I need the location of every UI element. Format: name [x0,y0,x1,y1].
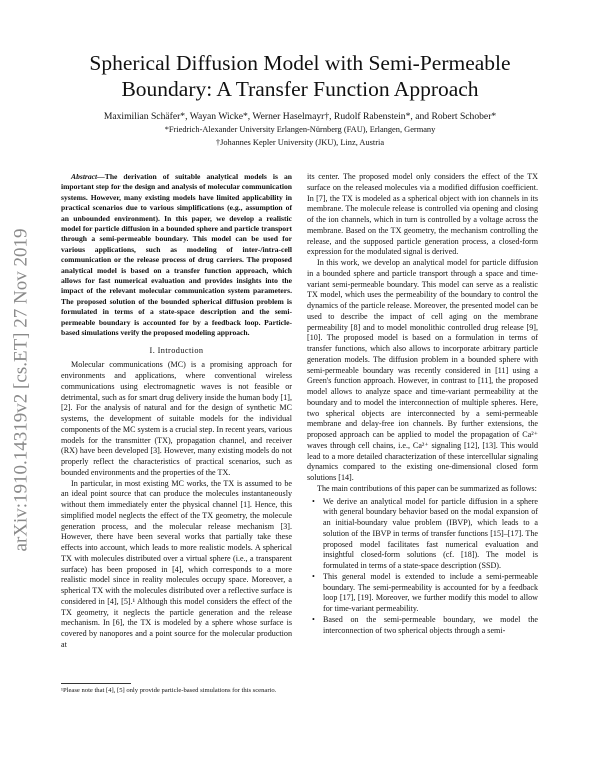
list-item [307,497,538,572]
list-item-text: This general model is extended to include a semi-permeable boundary. The semi-permeability is accounted for by a feedback loop [17], [19]. Moreover, we further modify this model to allow for time-variant permeability. [323,571,538,613]
list-item [307,572,538,615]
list-item-text: Based on the semi-permeable boundary, we model the interconnection of two spherical objects through a semi- [323,614,538,635]
paragraph: In this work, we develop an analytical model for particle diffusion in a bounded sphere and particle transport through a space and time-variant semi-permeable boundary. This model can serve as a realistic TX model, which uses the permeability of the boundary to control the dynamics of the particle release. Moreover, the presented model can be used to describe the impact of cell aging on the membrane permeability [8] and to model monolithic controlled drug release [9], [10]. The proposed model is based on a formulation in terms of transfer functions, which also allows to incorporate arbitrary particle generation models. The diffusion problem in a bounded sphere with semi-permeable boundary was recently considered in [11] using a Green's function approach. However, in contrast to [11], the proposed model allows to analyze space and time-variant permeability at the boundary and to model the interconnection of multiple spheres. Here, two spherical objects are interconnected by a semi-permeable membrane and delay-free ion channels. By further extensions, the proposed approach can be applied to model the propagation of Ca²⁺ waves through cell chains, i.e., Ca²⁺ signaling [12], [13]. This would lead to a more detailed characterization of these intercellular signaling dynamics compared to the existing one-dimensional closed form solutions [14]. [307,258,538,482]
arxiv-watermark [4,200,38,580]
paragraph: Molecular communications (MC) is a promising approach for environments and applications, where conventional wireless communications using electromagnetic waves is not feasible or detrimental, such as for smart drug delivery inside the human body [1], [2]. For the analysis of natural and for the design of synthetic MC systems, the development of suitable models for the individual components of the MC system is a crucial step. In recent years, various models for the transmitter (TX), propagation channel, and receiver (RX) have been developed [3]. However, many existing models do not properly reflect the characteristics of practical scenarios, such as bounded environments and the properties of the TX. [61,360,292,477]
contribution-list [307,497,538,637]
paper-title: Spherical Diffusion Model with Semi-Permeable Boundary: A Transfer Function Approach [89,51,511,101]
bullet-icon: • [312,614,315,624]
left-column [61,172,292,651]
abstract [61,172,292,339]
arxiv-id: arXiv:1910.14319v2 [cs.ET] 27 Nov 2019 [10,228,31,552]
bullet-icon: • [312,496,315,506]
abstract-text: —The derivation of suitable analytical models is an important step for the design and analysis of molecular communication systems. However, many existing models have limited applicability in practical scenarios due to various simplifications (e.g., assumption of an unbounded environment). In this paper, we develop a realistic model for particle diffusion in a bounded sphere and particle transport through a semi-permeable boundary. This model can be used for various applications, such as modeling of inter-/intra-cell communication or the release process of drug carriers. The proposed analytical model is based on a transfer function approach, which allows for fast numerical evaluation and provides insights into the impact of the relevant molecular communication system parameters. The proposed solution of the bounded spherical diffusion problem is formulated in terms of a state-space description and the semi-permeable boundary is accounted for by a feedback loop. Particle-based simulations verify the proposed modeling approach. [61,172,292,338]
paragraph: its center. The proposed model only considers the effect of the TX surface on the released molecules via a modified diffusion coefficient. In [7], the TX is modeled as a spherical object with ion channels in its membrane. The molecule release is controlled via opening and closing of the ion channels, which in turn is controlled by a voltage across the membrane. Based on the TX geometry, the mechanism controlling the release, and the supposed particle generation process, a closed-form expression for the modulated signal is derived. [307,172,538,257]
bullet-icon: • [312,571,315,581]
affiliation-fau: *Friedrich-Alexander University Erlangen-Nürnberg (FAU), Erlangen, Germany [164,125,436,134]
footnote-text: ¹Please note that [4], [5] only provide particle-based simulations for this scenario. [61,687,277,694]
paragraph: The main contributions of this paper can be summarized as follows: [317,483,537,493]
list-item [307,615,538,637]
footnote [61,683,292,696]
section-heading-introduction: I. Introduction [149,345,204,355]
paragraph: In particular, in most existing MC works, the TX is assumed to be an ideal point source that can produce the molecules instantaneously without them immediately enter the physical channel [1]. Hence, this simplified model neglects the effect of the TX geometry, the molecule generation process, and the molecular release mechanism [3]. However, there have been several works that partially take these effects into account, which leads to more realistic models. A spherical TX with molecules distributed over a virtual sphere (i.e., a transparent surface) has been proposed in [4], which corresponds to a more realistic model since in reality molecules occupy space. Moreover, a spherical TX with the molecules distributed over a reflective surface is considered in [4], [5].¹ Although this model considers the effect of the TX geometry, it neglects the particle generation and the release mechanism. In [6], the TX is modeled by a sphere whose surface is covered by nanopores and a point source for the molecular production at [61,478,292,649]
list-item-text: We derive an analytical model for particle diffusion in a sphere with general boundary behavior based on the modal expansion of an initial-boundary value problem (IBVP), which leads to a solution of the IBVP in terms of transfer functions [15]–[17]. The proposed model facilitates fast numerical evaluation and insightful closed-form solutions (cf. [18]). The model is formulated in terms of a state-space description (SSD). [323,496,538,570]
affiliation-jku: †Johannes Kepler University (JKU), Linz, Austria [215,138,385,147]
abstract-label: Abstract [71,172,98,181]
footnote-rule [61,683,131,684]
author-list: Maximilian Schäfer*, Wayan Wicke*, Werner Haselmayr†, Rudolf Rabenstein*, and Robert Schober* [103,111,497,122]
right-column [307,172,538,636]
